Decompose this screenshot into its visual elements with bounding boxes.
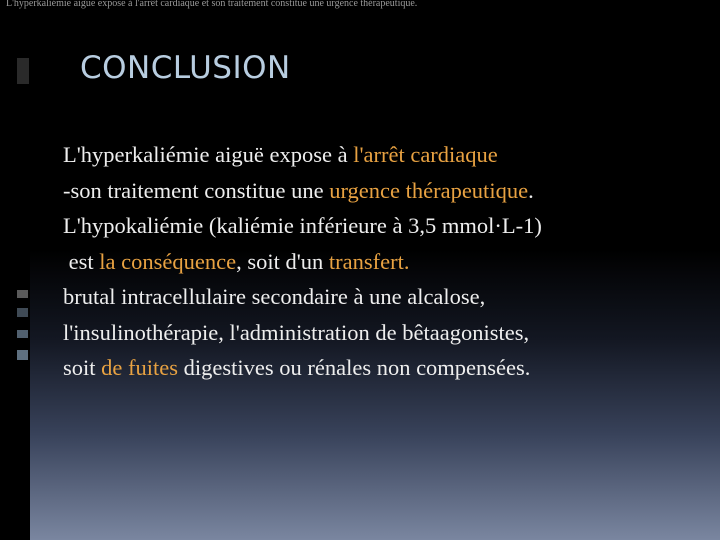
title-marker-bar: [17, 58, 29, 84]
highlight-span: transfert.: [328, 248, 410, 274]
text-span: l'insulinothérapie, l'administration de bêtaagonistes,: [63, 319, 530, 345]
highlight-span: de fuites: [101, 355, 178, 380]
text-span: soit: [63, 355, 102, 380]
left-margin-strip: [0, 12, 30, 540]
body-line-7: [63, 350, 713, 386]
body-line-3: [63, 208, 713, 244]
decorative-marker: [17, 350, 28, 360]
text-span: L'hypokaliémie (kaliémie inférieure à 3,5 mmol·L-1): [63, 213, 542, 238]
body-line-4: [63, 244, 713, 280]
slide-title: CONCLUSION: [80, 50, 291, 86]
body-line-2: [63, 173, 713, 209]
decorative-marker: [17, 290, 28, 298]
body-line-1: [63, 137, 713, 173]
slide-body: [63, 137, 713, 386]
decorative-marker: [17, 330, 28, 338]
body-line-5: [63, 279, 713, 315]
highlight-span: urgence thérapeutique: [329, 177, 529, 203]
body-line-6: [63, 315, 713, 351]
text-span: brutal intracellulaire secondaire à une alcalose,: [63, 284, 486, 309]
text-span: L'hyperkaliémie aiguë expose à: [63, 142, 354, 167]
text-span: -son traitement constitue une: [63, 177, 330, 203]
text-span: digestives ou rénales non compensées.: [178, 355, 531, 380]
text-span: .: [528, 177, 534, 203]
text-span: est: [63, 248, 100, 274]
slide-caption: L'hyperkaliémie aiguë expose à l'arrêt cardiaque et son traitement constitue une urgence thérapeutique.: [6, 0, 418, 9]
text-span: , soit d'un: [236, 248, 329, 274]
highlight-span: l'arrêt cardiaque: [353, 142, 498, 167]
highlight-span: la conséquence: [99, 248, 237, 274]
decorative-marker: [17, 308, 28, 317]
